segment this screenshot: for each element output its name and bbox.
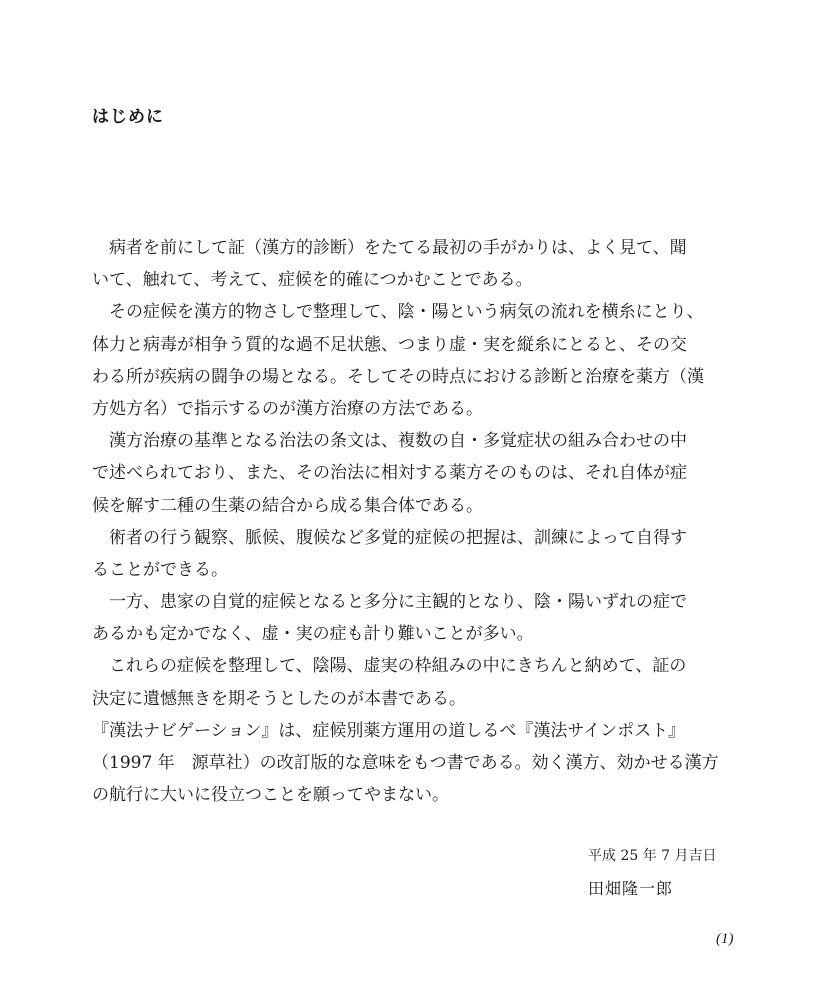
text-line: 決定に遺憾無きを期そうとしたのが本書である。 bbox=[92, 688, 466, 709]
author-name: 田畑隆一郎 bbox=[588, 879, 674, 898]
text-line: 漢方治療の基準となる治法の条文は、複数の自・多覚症状の組み合わせの中 bbox=[92, 431, 687, 452]
text-line: 体力と病毒が相争う質的な過不足状態、つまり虚・実を縦糸にとると、その交 bbox=[92, 334, 687, 355]
signature-block bbox=[588, 846, 717, 900]
text-line: 一方、患家の自覚的症候となると多分に主観的となり、陰・陽いずれの症で bbox=[92, 592, 687, 613]
text-line: （1997 年 源草社）の改訂版的な意味をもつ書である。効く漢方、効かせる漢方 bbox=[92, 753, 719, 773]
text-line: ることができる。 bbox=[92, 559, 228, 580]
text-line: これらの症候を整理して、陰陽、虚実の枠組みの中にきちんと納めて、証の bbox=[92, 656, 687, 677]
text-line: 『漢法ナビゲーション』は、症候別薬方運用の道しるべ『漢法サインポスト』 bbox=[92, 720, 686, 741]
text-line: の航行に大いに役立つことを願ってやまない。 bbox=[92, 785, 449, 806]
text-line: わる所が疾病の闘争の場となる。そしてその時点における診断と治療を薬方（漢 bbox=[92, 366, 704, 387]
text-line: 病者を前にして証（漢方的診断）をたてる最初の手がかりは、よく見て、聞 bbox=[92, 238, 687, 258]
text-line: あるかも定かでなく、虚・実の症も計り難いことが多い。 bbox=[92, 624, 534, 645]
text-line: 候を解す二種の生薬の結合から成る集合体である。 bbox=[92, 495, 483, 516]
body-text bbox=[92, 232, 752, 811]
text-line: で述べられており、また、その治法に相対する薬方そのものは、それ自体が症 bbox=[92, 463, 687, 484]
text-line: 術者の行う観察、脈候、腹候など多覚的症候の把握は、訓練によって自得す bbox=[92, 527, 687, 548]
text-line: いて、触れて、考えて、症候を的確につかむことである。 bbox=[92, 270, 533, 291]
date: 平成 25 年 7 月吉日 bbox=[588, 848, 717, 864]
page-heading: はじめに bbox=[92, 107, 164, 127]
text-line: 方処方名）で指示するのが漢方治療の方法である。 bbox=[92, 398, 483, 419]
text-line: その症候を漢方的物さしで整理して、陰・陽という病気の流れを横糸にとり、 bbox=[92, 302, 704, 323]
page-number: (1) bbox=[716, 931, 734, 947]
